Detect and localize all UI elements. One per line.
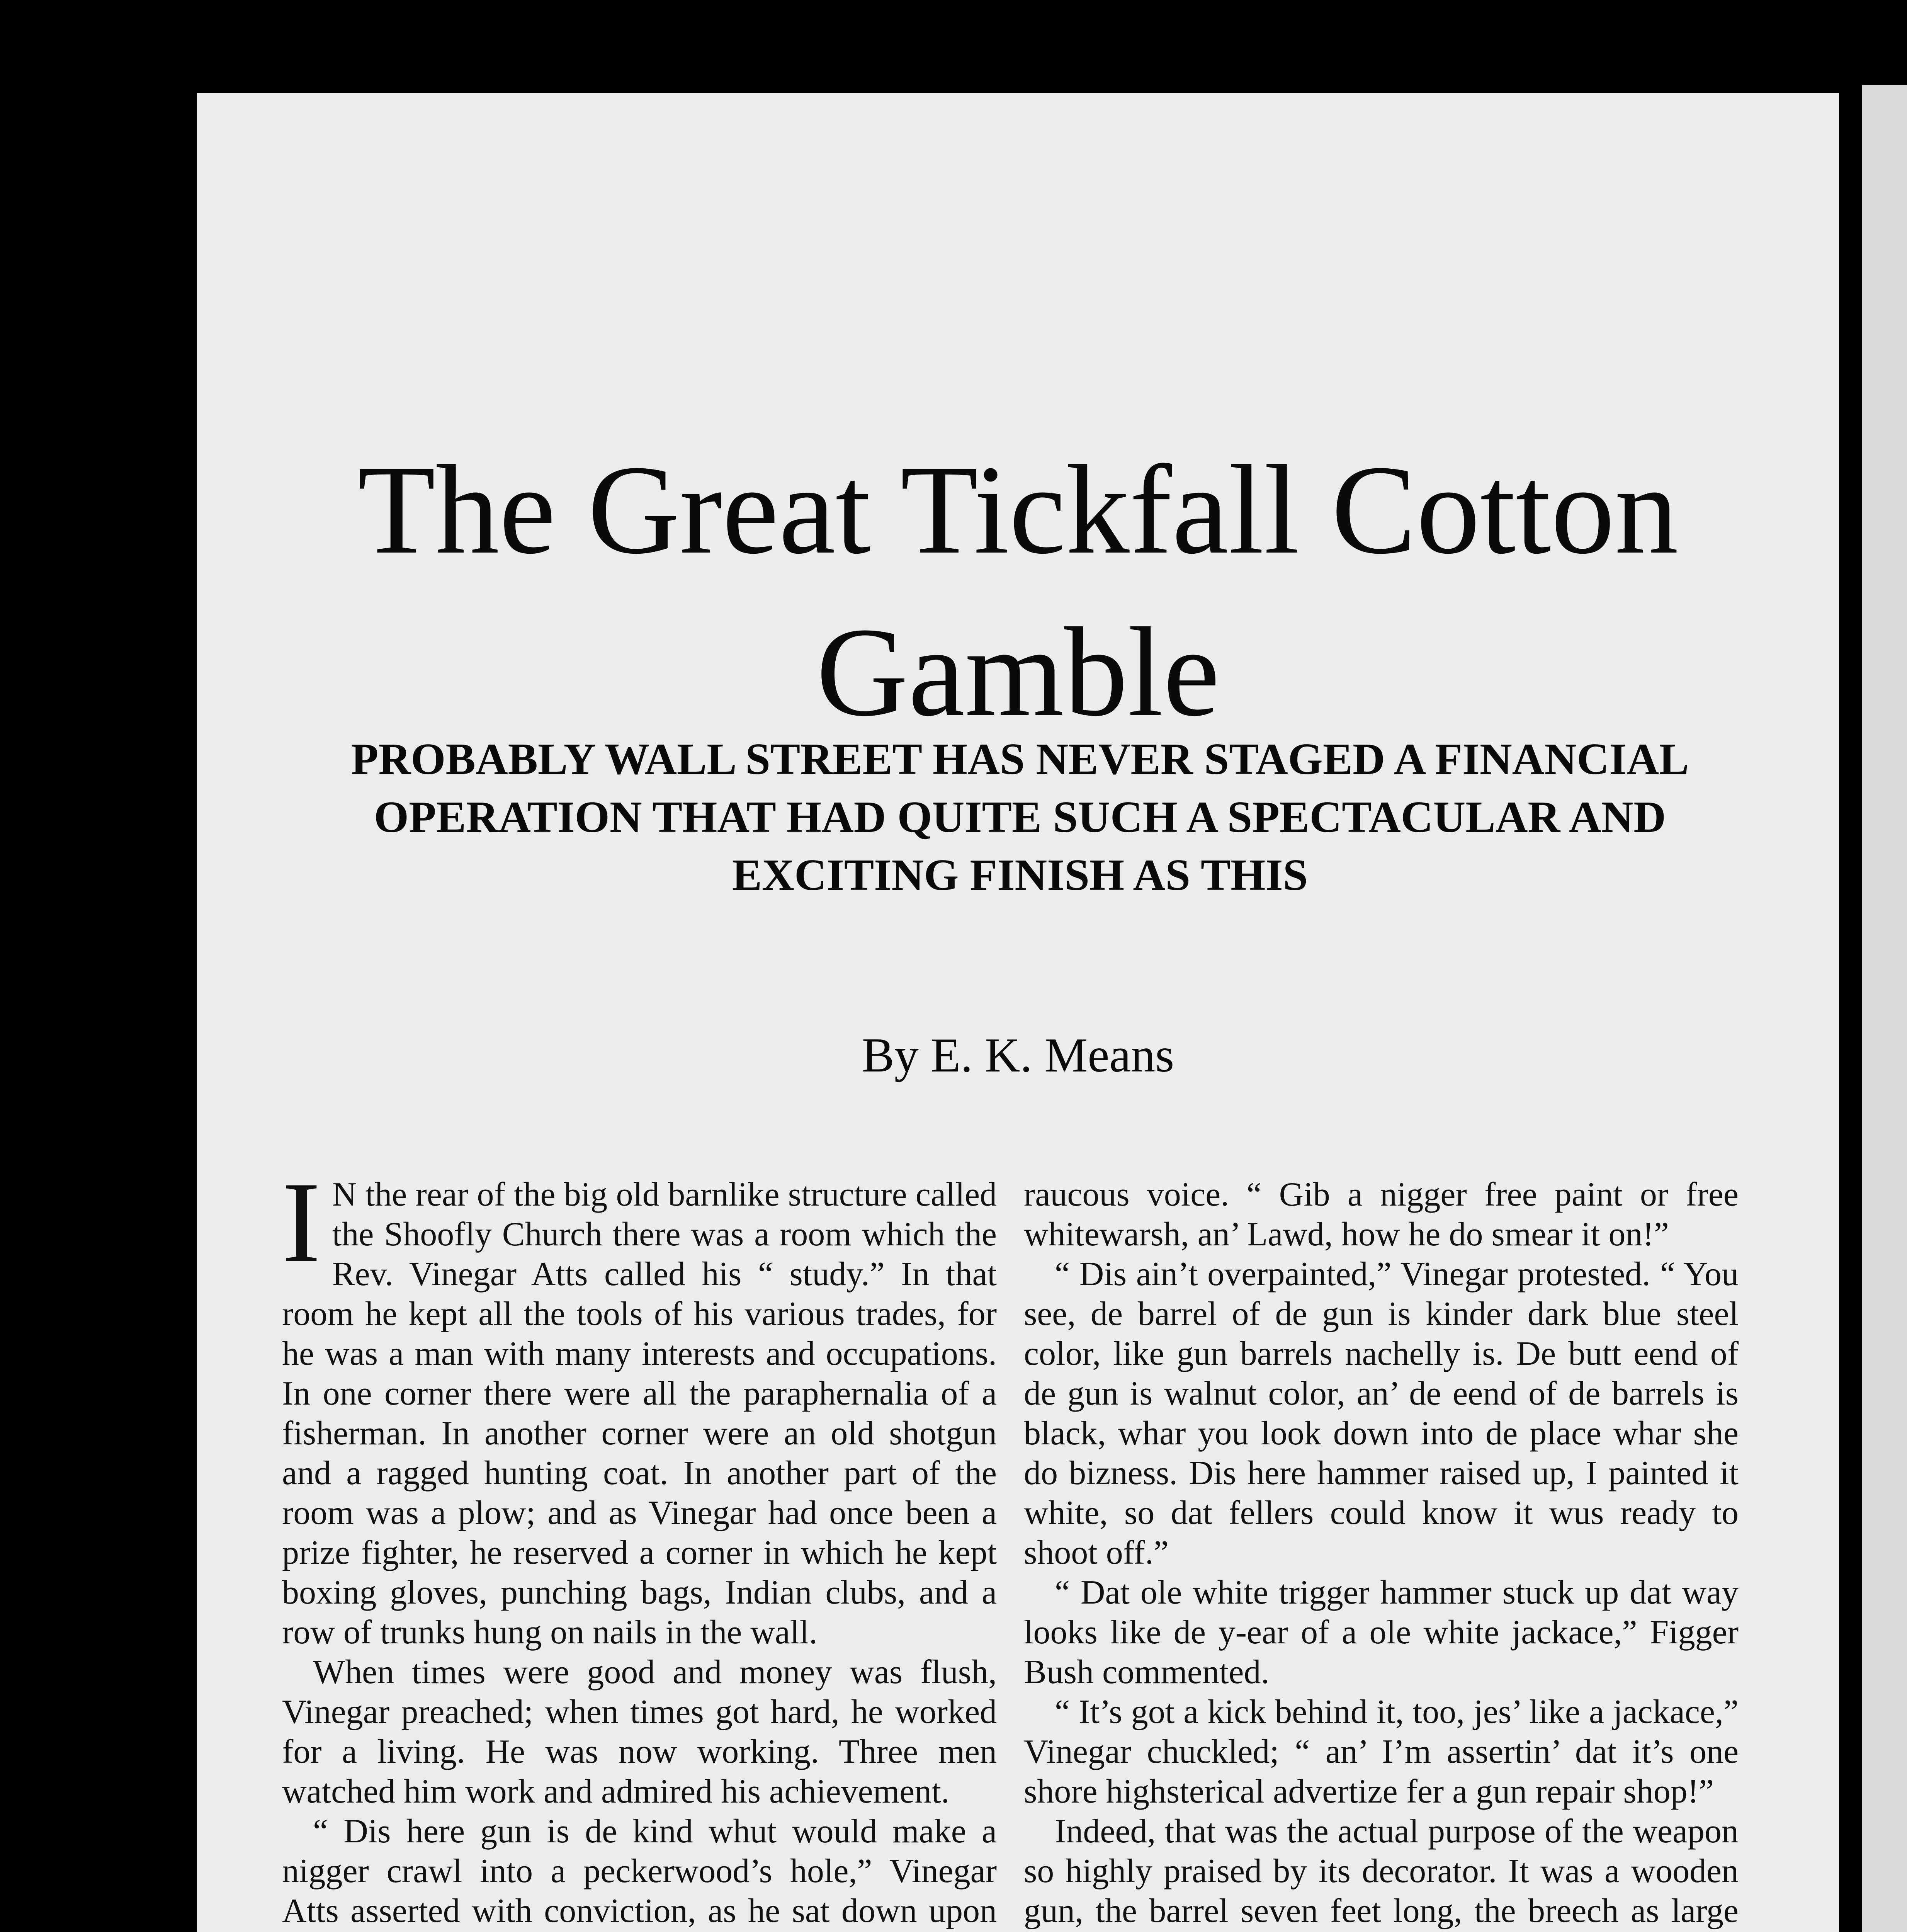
article-title: The Great Tickfall Cotton Gamble (357, 439, 1679, 743)
article-byline: By E. K. Means (862, 1029, 1174, 1082)
paragraph: Indeed, that was the actual purpose of the weapon so highly praised by its decorator. It was a wooden gun, the barrel seven feet long, the breech as large (1024, 1813, 1739, 1930)
paragraph: “ Dis ain’t overpainted,” Vinegar protested. “ You see, de barrel of de gun is kinder dark blue steel color, like gun barrels nachelly is. De butt eend of de gun is walnut color, an’ de eend of de barrels is black, whar you look down into de place whar she do bizness. Dis here hammer raised up, I painted it white, so dat fellers could know it wus ready to shoot off.” (1024, 1255, 1739, 1571)
paragraph: “ It’s got a kick behind it, too, jes’ like a jackace,” Vinegar chuckled; “ an’ I’m assertin’ dat it’s one shore highsterical advertize fer a gun repair shop!” (1024, 1693, 1739, 1810)
paragraph: “ Dat ole white trigger hammer stuck up dat way looks like de y-ear of a ole white jackace,” Figger Bush commented. (1024, 1574, 1739, 1691)
right-column (1024, 1175, 1739, 1932)
paragraph: “ Dis here gun is de kind whut would make a nigger crawl into a peckerwood’s hole,” Vinegar Atts asserted with conviction, as he sat down upon (282, 1813, 997, 1930)
adjacent-page-edge (1862, 85, 1907, 1932)
left-column (282, 1158, 997, 1932)
paragraph-text: N the rear of the big old barnlike structure called the Shoofly Church there was a room which the Rev. Vinegar Atts called his “ study.” In that room he kept all the tools of his various trades, for he was a man with many interests and occupations. In one corner there were all the paraphernalia of a fisherman. In another corner were an old shotgun and a ragged hunting coat. In another part of the room was a plow; and as Vinegar had once been a prize fighter, he reserved a corner in which he kept boxing gloves, punching bags, Indian clubs, and a row of trunks hung on nails in the wall. (282, 1176, 997, 1651)
magazine-page (197, 93, 1839, 1932)
article-subtitle: PROBABLY WALL STREET HAS NEVER STAGED A FINANCIAL OPERATION THAT HAD QUITE SUCH A SPECTACULAR AND EXCITING FINISH AS THIS (351, 735, 1689, 900)
paragraph (282, 1158, 997, 1652)
paragraph: raucous voice. “ Gib a nigger free paint or free whitewarsh, an’ Lawd, how he do smear it on!” (1024, 1176, 1739, 1253)
paragraph: When times were good and money was flush, Vinegar preached; when times got hard, he worked for a living. He was now working. Three men watched him work and admired his achievement. (282, 1653, 997, 1810)
drop-cap: I (282, 1158, 321, 1286)
